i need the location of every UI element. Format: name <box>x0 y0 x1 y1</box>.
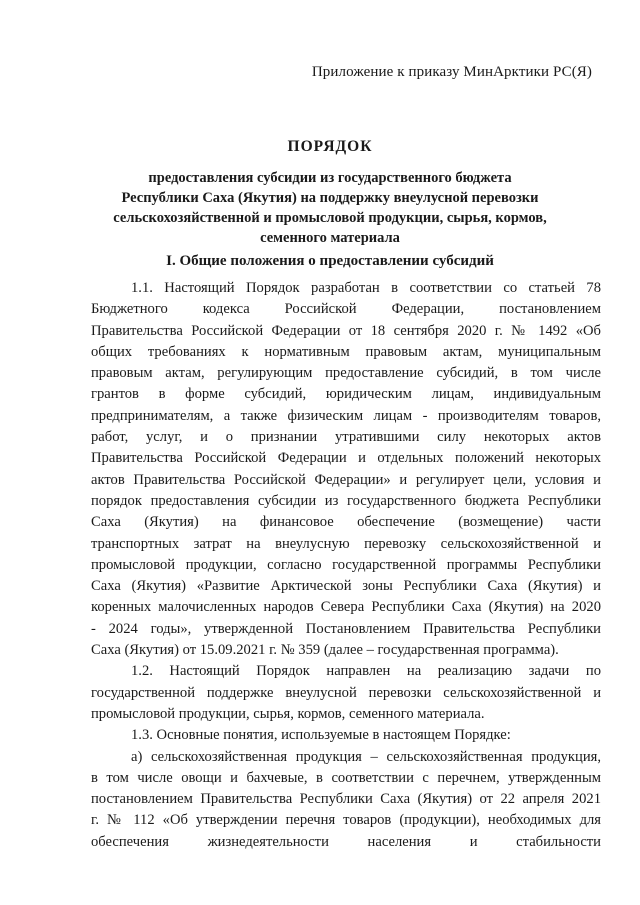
text-line: а) сельскохозяйственная продукция – сельскохозяйственная продукция, <box>131 748 601 765</box>
section-heading: I. Общие положения о предоставлении субсидий <box>166 253 494 269</box>
text-line: предпринимателям, а также физическим лицам - производителям товаров, <box>91 407 601 424</box>
text-line: г. № 112 «Об утверждении перечня товаров (продукции), необходимых для <box>91 812 601 829</box>
text-line: коренных малочисленных народов Севера Республики Саха (Якутия) на 2020 <box>91 599 601 616</box>
text-line: 1.2. Настоящий Порядок направлен на реализацию задачи по <box>131 663 601 680</box>
text-line: 1.3. Основные понятия, используемые в настоящем Порядке: <box>131 727 511 744</box>
text-line: транспортных затрат на внеулусную перевозку сельскохозяйственной и <box>91 535 601 552</box>
paragraph-a <box>91 747 601 853</box>
document-subtitle <box>60 168 600 248</box>
text-line: актов Правительства Российской Федерации» и регулирует цели, условия и <box>91 471 601 488</box>
paragraph-1-1 <box>91 278 601 661</box>
text-line: в том числе овощи и бахчевые, в соответствии с перечнем, утвержденным <box>91 769 601 786</box>
text-line: грантов в форме субсидий, юридическим лицам, индивидуальным <box>91 386 601 403</box>
text-line: государственной поддержке внеулусной перевозки сельскохозяйственной и <box>91 684 601 701</box>
appendix-note: Приложение к приказу МинАрктики РС(Я) <box>311 64 592 80</box>
subtitle-line: Республики Саха (Якутия) на поддержку внеулусной перевозки <box>121 190 539 206</box>
text-line: работ, услуг, и о признании утратившими силу некоторых актов <box>91 429 601 446</box>
text-line: общих требованиях к нормативным правовым актам, муниципальным <box>91 343 601 360</box>
text-line: Саха (Якутия) от 15.09.2021 г. № 359 (далее – государственная программа). <box>91 642 559 659</box>
text-line: порядок предоставления субсидии из государственного бюджета Республики <box>91 492 601 509</box>
paragraph-1-2 <box>91 661 601 725</box>
text-line: правовым актам, регулирующим предоставление субсидий, в том числе <box>91 365 601 382</box>
text-line: 1.1. Настоящий Порядок разработан в соответствии со статьей 78 <box>131 280 601 296</box>
text-line: Саха (Якутия) на финансовое обеспечение (возмещение) части <box>91 514 601 531</box>
paragraph-1-3 <box>91 725 601 746</box>
title-block <box>60 138 600 248</box>
text-line: постановлением Правительства Республики Саха (Якутия) от 22 апреля 2021 <box>91 791 601 808</box>
text-line: Правительства Российской Федерации и отдельных положений некоторых <box>91 450 601 467</box>
subtitle-line: сельскохозяйственной и промысловой продукции, сырья, кормов, <box>113 210 547 226</box>
text-line: - 2024 годы», утвержденной Постановлением Правительства Республики <box>91 620 601 637</box>
subtitle-line: предоставления субсидии из государственного бюджета <box>148 170 512 186</box>
text-line: промысловой продукции, согласно государственной программы Республики <box>91 556 601 573</box>
document-title: ПОРЯДОК <box>287 138 373 155</box>
text-line: обеспечения жизнедеятельности населения и стабильности <box>91 833 601 850</box>
text-line: Правительства Российской Федерации от 18 сентября 2020 г. № 1492 «Об <box>91 322 601 339</box>
document-body <box>91 278 601 853</box>
text-line: Бюджетного кодекса Российской Федерации, постановлением <box>91 301 601 318</box>
subtitle-line: семенного материала <box>260 230 400 246</box>
text-line: Саха (Якутия) «Развитие Арктической зоны Республики Саха (Якутия) и <box>91 578 601 595</box>
text-line: промысловой продукции, сырья, кормов, семенного материала. <box>91 705 485 722</box>
